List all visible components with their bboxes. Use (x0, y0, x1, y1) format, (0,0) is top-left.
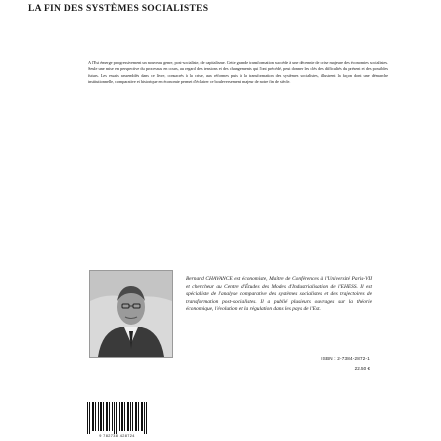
isbn-text: ISBN : 2-7384-2872-1 (321, 356, 370, 361)
author-photo (89, 270, 173, 358)
author-bio: Bernard CHAVANCE est économiste, Maître de Conférences à l'Université Paris-VII et chercheur au Centre d'Études des Modes d'Industrialisation de l'EHESS. Il est spécialiste de l'analyse comparative des systèmes socialistes et des trajectoires de transformation post-socialistes. Il a publié plusieurs ouvrages sur la théorie économique, l'évolution et la régulation dans les pays de l'Est. (186, 276, 372, 313)
barcode-number: 9 782738 428724 (99, 434, 135, 438)
back-cover-blurb: A l'Est émerge progressivement un nouveau genre, post-socialiste, de capitalisme. Cette grande transformation succède à une décennie de crise majeure des économies socialistes. Seule une mise en perspective du processus en cours, au regard des tensions et des changements qui l'ont précédé, peut donner les clés des difficultés du présent et des possibles futurs. Les essais rassemblés dans ce livre, consacrés à la crise, aux réformes puis à la transformation des systèmes socialistes, illustrent la façon dont une démarche institutionnelle, comparative et historique en économie permet d'éclairer ce bouleversement majeur de notre fin de siècle. (88, 60, 388, 84)
author-portrait-image (90, 271, 172, 357)
book-title: LA FIN DES SYSTÈMES SOCIALISTES (28, 4, 209, 14)
barcode-icon (86, 402, 148, 434)
price-text: 22.50 € (354, 366, 370, 371)
